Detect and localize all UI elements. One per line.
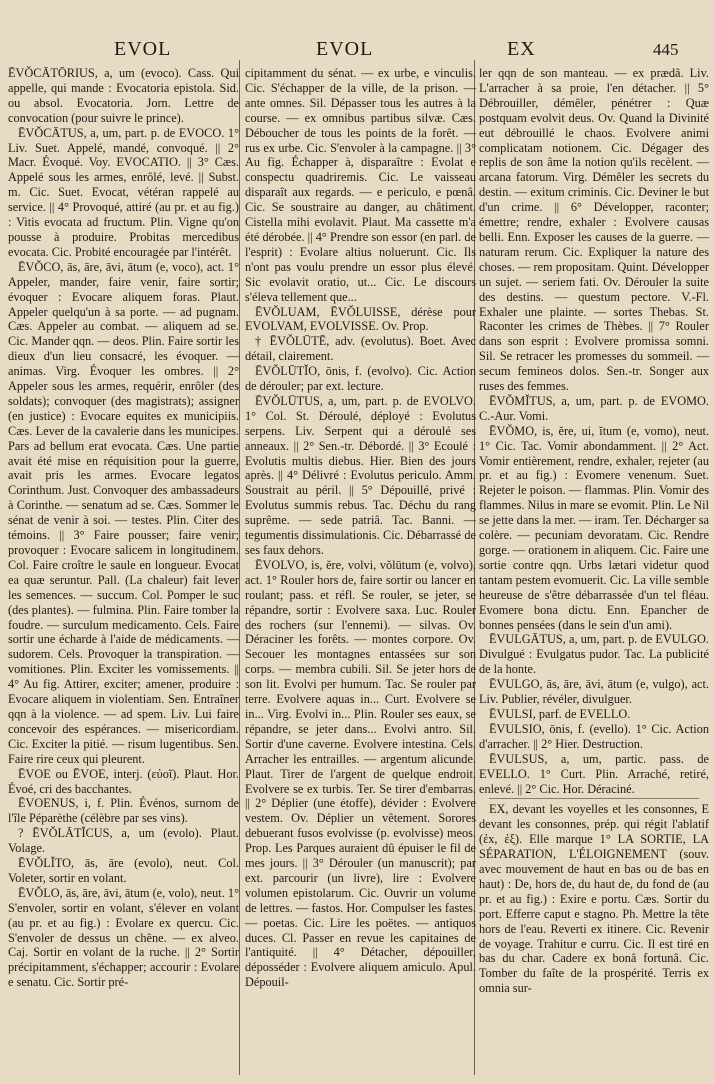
dictionary-entry: ĒVŎLĬTO, ās, āre (evolo), neut. Col. Voleter, sortir en volant.: [8, 856, 239, 885]
dictionary-entry: EX, devant les voyelles et les consonnes, E devant les consonnes, prép. qui régit l'ablatif (ἐx, ἐξ). Elle marque 1° LA SORTIE, LA SÉPARATION, L'ÉLOIGNEMENT (souv. avec mouvement de haut en bas ou de bas en haut) : De, hors de, du haut de, du fond de (au pr. et au fig.) : Exire e portu. Cæs. Sortir du port. Efferre caput e stagno. Ph. Mettre la tête hors de l'eau. Reverti ex itinere. Cic. Revenir de voyage. Trahitur e curru. Cic. Il est tiré en bas du char. Cadere ex bonâ fortunâ. Cic. Tomber du faîte de la prospérité. Terris ex omnia sur-: [479, 802, 709, 996]
page-number: 445: [653, 40, 679, 59]
dictionary-entry: ĒVŎMĬTUS, a, um, part. p. de EVOMO. C.-Aur. Vomi.: [479, 393, 709, 423]
dictionary-entry: ĒVŎCO, ās, āre, āvi, ātum (e, voco), act. 1° Appeler, mander, faire venir, faire sortir; évoquer : Evocare aliquem foras. Plaut. Appeler quelqu'un à sa porte. — ad pugnam. Cæs. Appeler au combat. — aliquem ad se. Cic. Mander qqn. — deos. Plin. Faire sortir les dieux d'un lieu consacré, les évoquer. — animas. Virg. Évoquer les ombres. || 2° Appeler sous les armes, requérir, enrôler (des soldats); convoquer (des magistrats); assigner (en justice) : Evocare equites ex municipiis. Cæs. Lever de la cavalerie dans les municipes. Pars ad bellum erat evocata. Cæs. Une partie avait été mise en réquisition pour la guerre, avait pris les armes. Evocare legatos Corinthum. Just. Convoquer des ambassadeurs à Corinthe. — senatum ad se. Cæs. Sommer le sénat de venir à soi. — testes. Plin. Citer des témoins. || 3° Faire pousser; faire venir; provoquer : Evocare salicem in longitudinem. Col. Faire croître le saule en longueur. Evocat ea quæ seruntur. Pall. (La chaleur) fait lever les semences. — succum. Col. Pomper le suc (des plantes). — fulmina. Plin. Faire tomber la foudre. — surculum medicamento. Cels. Faire sortir une écharde à l'aide de médicaments. — sudorem. Cels. Provoquer la transpiration. — vomitiones. Plin. Exciter les vomissements. || 4° Au fig. Attirer, exciter; amener, produire : Evocare aliquem in violentiam. Sen. Entraîner qqn à la violence. — ad spem. Liv. Lui faire concevoir des espérances. — misericordiam. Cic. Exciter la pitié. — risum lugentibus. Sen. Faire rire ceux qui pleurent.: [8, 259, 239, 766]
dictionary-entry: ler qqn de son manteau. — ex prædâ. Liv. L'arracher à sa proie, l'en détacher. || 5° Débrouiller, démêler, pénétrer : Quæ postquam evolvit deus. Ov. Quand la Divinité eut débrouillé le chaos. Evolvere animi complicatam notionem. Cic. Dégager des replis de son âme la notion qu'ils recèlent. — arcana fatorum. Virg. Démêler les secrets du destin. — exitum criminis. Cic. Deviner le but d'un crime. || 6° Développer, raconter; émettre; rendre, exhaler : Evolvere causas belli. Enn. Exposer les causes de la guerre. — naturam rerum. Cic. Expliquer la nature des choses. — rem propositam. Quint. Développer un sujet. — seriem fati. Ov. Dérouler la suite des destins. — questum pectore. V.-Fl. Exhaler une plainte. — sortes Thebas. St. Raconter les crimes de Thèbes. || 7° Rouler dans son esprit : Evolvere promissa somni. Sil. Se retracer les promesses du sommeil. — secum femineos dolos. Sen.-tr. Songer aux ruses des femmes.: [479, 66, 709, 394]
dictionary-entry: ? ĒVŎLĀTĬCUS, a, um (evolo). Plaut. Volage.: [8, 826, 239, 856]
column-left: [8, 66, 239, 990]
running-head-left: EVOL: [114, 38, 172, 60]
dictionary-entry: ĒVULSI, parf. de EVELLO.: [489, 706, 631, 721]
column-center: [245, 66, 476, 990]
dictionary-entry: ĒVŎLO, ās, āre, āvi, ātum (e, volo), neut. 1° S'envoler, sortir en volant, s'élever en volant (au pr. et au fig.) : Evolare ex quercu. Cic. S'envoler de dessus un chêne. — ex alveo. Caj. Sortir en volant de la ruche. || 2° Sortir précipitamment, s'échapper; accourir : Evolare e senatu. Cic. Sortir pré-: [8, 885, 239, 990]
dictionary-entry: ĒVULGĀTUS, a, um, part. p. de EVULGO. Divulgué : Evulgatus pudor. Tac. La publicité de la honte.: [479, 632, 709, 677]
column-right: [479, 66, 709, 996]
dictionary-entry: ĒVŎLŪTUS, a, um, part. p. de EVOLVO. 1° Col. St. Déroulé, déployé : Evolutus serpens. Liv. Serpent qui a déroulé ses anneaux. || 2° Sen.-tr. Débordé. || 3° Ecoulé : Evolutis multis diebus. Hier. Bien des jours après. || 4° Délivré : Evolutus periculo. Amm. Soustrait au péril. || 5° Dépouillé, privé : Evolutus summis rebus. Tac. Déchu du rang suprême. — sede patriâ. Tac. Banni. — tegumentis dissimulationis. Cic. Débarrassé de ses faux dehors.: [245, 393, 476, 557]
dictionary-entry: ĒVULSUS, a, um, partic. pass. de EVELLO. 1° Curt. Plin. Arraché, retiré, enlevé. || 2° Cic. Hor. Déraciné.: [479, 751, 709, 796]
dictionary-entry: ĒVOENUS, i, f. Plin. Événos, surnom de l'île Péparèthe (célèbre par ses vins).: [8, 796, 239, 826]
dictionary-entry: ĒVOLVO, is, ĕre, volvi, vŏlūtum (e, volvo), act. 1° Rouler hors de, faire sortir ou lancer en roulant; pass. et réfl. Se rouler, se jeter, se répandre, sortir : Evolvere saxa. Luc. Rouler des rochers (sur l'ennemi). — silvas. Ov. Déraciner les forêts. — montes corpore. Ov. Secouer les montagnes entassées sur son corps. — membra cubili. Sil. Se jeter hors de son lit. Evolvi per humum. Tac. Se rouler par terre. Evolvere aquas in... Curt. Evolvere se in... Virg. Evolvi in... Plin. Rouler ses eaux, se répandre, se jeter dans... Evolvi antro. Sil. Sortir d'une caverne. Evolvere intestina. Cels. Arracher les entrailles. — argentum alicunde. Plaut. Tirer de l'argent de quelque endroit. Evolvere se ex turbis. Ter. Se tirer d'embarras. || 2° Déplier (une étoffe), dévider : Evolvere vestem. Ov. Déplier un vêtement. Sorores debuerant fusos evolvisse (p. evolvisse) meos. Prop. Les Parques auraient dû épuiser le fil de mes jours. || 3° Dérouler (un manuscrit); par ext. parcourir (un livre), lire : Evolvere volumen epistolarum. Cic. Ouvrir un volume de lettres. — fastos. Hor. Compulser les fastes. — poetas. Cic. Lire les poëtes. — antiquos duces. Cl. Passer en revue les capitaines de l'antiquité. || 4° Détacher, dépouiller, déposséder : Evolvere aliquem amiculo. Apul. Dépouil-: [245, 557, 476, 990]
running-head-center: EVOL: [316, 38, 374, 60]
dictionary-entry: ĒVŎCĀTUS, a, um, part. p. de EVOCO. 1° Liv. Suet. Appelé, mandé, convoqué. || 2° Macr. Évoqué. Voy. EVOCATIO. || 3° Cæs. Appelé sous les armes, enrôlé, levé. || Subst. m. Cic. Suet. Evocat, vétéran rappelé au service. || 4° Provoqué, attiré (au pr. et au fig.) : Vitis evocata ad fructum. Plin. Vigne qu'on pousse à produire. Probitas mercedibus evocata. Cic. Probité encouragée par l'intérêt.: [8, 125, 239, 259]
column-rule-1: [239, 60, 240, 1075]
dictionary-entry: ĒVŎCĀTŌRIUS, a, um (evoco). Cass. Qui appelle, qui mande : Evocatoria epistola. Sid. ou absol. Evocatoria. Jorn. Lettre de convocation (pour suivre le prince).: [8, 66, 239, 125]
dictionary-entry: ĒVULGO, ās, āre, āvi, ātum (e, vulgo), act. Liv. Publier, révéler, divulguer.: [479, 677, 709, 707]
dictionary-entry: ĒVŎMO, is, ĕre, ui, ĭtum (e, vomo), neut. 1° Cic. Tac. Vomir abondamment. || 2° Act. Vomir entièrement, rendre, exhaler, rejeter (au pr. et au fig.) : Evomere venenum. Suet. Rejeter le poison. — flammas. Plin. Vomir des flammes. Nilus in mare se evomit. Plin. Le Nil se jette dans la mer. — iram. Ter. Décharger sa colère. — pecuniam devoratam. Cic. Rendre gorge. — orationem in aliquem. Cic. Faire une sortie contre qqn. Urbs lætari videtur quod tantam pestem evomuerit. Cic. La ville semble heureuse de s'être débarrassée d'un tel fléau. Evomere bona dictu. Enn. Epancher de bonnes pensées (dans le sein d'un ami).: [479, 423, 709, 632]
dictionary-entry: † ĒVŎLŪTĒ, adv. (evolutus). Boet. Avec détail, clairement.: [245, 334, 476, 364]
dictionary-entry: ĒVOE ou ĒVOE, interj. (εὐοῖ). Plaut. Hor. Évoé, cri des bacchantes.: [8, 766, 239, 796]
dictionary-entry: cipitamment du sénat. — ex urbe, e vinculis. Cic. S'échapper de la ville, de la prison. — ante omnes. Sil. Dépasser tous les autres à la course. — ex omnibus partibus silvæ. Cæs. Déboucher de tous les points de la forêt. — rus ex urbe. Cic. S'envoler à la campagne. || 3° Au fig. Échapper à, disparaître : Evolat e conspectu quadriremis. Cic. Le vaisseau disparaît aux regards. — e periculo, e pœnâ. Cic. Se soustraire au danger, au châtiment. Cistella mihi evolavit. Plaut. Ma cassette m'a été dérobée. || 4° Prendre son essor (en parl. de l'esprit) : Evolare altius noluerunt. Cic. Ils n'ont pas voulu prendre un essor plus élevé. Sic evolavit oratio, ut... Cic. Le discours s'éleva tellement que...: [245, 66, 476, 304]
dictionary-entry: ĒVULSIO, ōnis, f. (evello). 1° Cic. Action d'arracher. || 2° Hier. Destruction.: [479, 721, 709, 751]
dictionary-entry: ĒVŎLUAM, ĒVŎLUISSE, dérèse pour EVOLVAM, EVOLVISSE. Ov. Prop.: [245, 304, 476, 334]
running-head-right: EX: [507, 38, 536, 60]
dictionary-entry: ĒVŎLŪTĬO, ōnis, f. (evolvo). Cic. Action de dérouler; par ext. lecture.: [245, 364, 476, 394]
page-header: [0, 0, 714, 64]
section-separator: [489, 798, 699, 799]
